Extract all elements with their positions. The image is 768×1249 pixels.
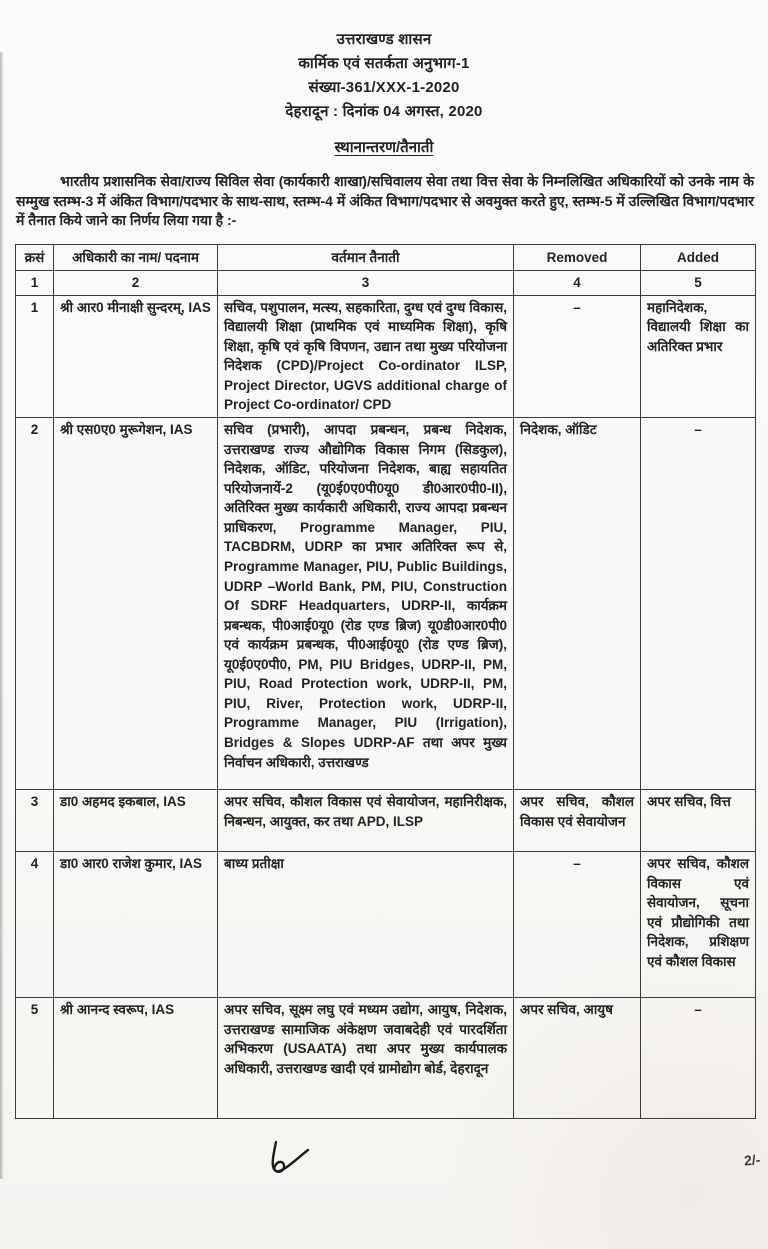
- removed-cell: –: [514, 295, 641, 417]
- header-officer-name: अधिकारी का नाम/ पदनाम: [54, 244, 218, 271]
- reference-number: संख्या-361/XXX-1-2020: [308, 79, 460, 96]
- table-row: [16, 418, 756, 790]
- column-number: 4: [514, 271, 641, 296]
- column-number-row: [16, 271, 756, 296]
- table-row: [16, 295, 756, 417]
- table-row: [16, 852, 756, 998]
- added-cell: –: [641, 418, 756, 790]
- added-cell: –: [641, 998, 756, 1119]
- page-number: 2/-: [743, 1151, 761, 1169]
- intro-paragraph: भारतीय प्रशासनिक सेवा/राज्य सिविल सेवा (कार्यकारी शाखा)/सचिवालय सेवा तथा वित्त सेवा के निम्नलिखित अधिकारियों को उनके नाम के सम्मुख स्तम्भ-3 में अंकित विभाग/पदभार के साथ-साथ, स्तम्भ-4 में अंकित विभाग/पदभार से अवमुक्त करते हुए, स्तम्भ-5 में उल्लिखित विभाग/पदभार में तैनात किये जाने का निर्णय लिया गया है :-: [16, 173, 754, 228]
- government-name: उत्तराखण्ड शासन: [336, 31, 432, 48]
- removed-cell: निदेशक, ऑडिट: [514, 418, 641, 790]
- signature-icon: [262, 1138, 332, 1195]
- officer-name-cell: श्री आर0 मीनाक्षी सुन्दरम्, IAS: [54, 295, 218, 417]
- table-row: [16, 998, 756, 1119]
- officer-name-cell: श्री आनन्द स्वरूप, IAS: [54, 998, 218, 1119]
- officer-name-cell: डा0 अहमद इकबाल, IAS: [54, 790, 218, 852]
- header-removed: Removed: [514, 244, 641, 271]
- column-number: 3: [218, 271, 514, 296]
- column-number: 2: [54, 271, 218, 296]
- subject-heading: स्थानान्तरण/तैनाती: [334, 139, 434, 156]
- added-cell: महानिदेशक, विद्यालयी शिक्षा का अतिरिक्त प्रभार: [641, 295, 756, 417]
- header-current-posting: वर्तमान तैनाती: [218, 244, 514, 271]
- department-name: कार्मिक एवं सतर्कता अनुभाग-1: [298, 55, 470, 72]
- column-number: 5: [641, 271, 756, 296]
- current-posting-cell: सचिव (प्रभारी), आपदा प्रबन्धन, प्रबन्ध निदेशक, उत्तराखण्ड राज्य औद्योगिक विकास निगम (सिडकुल), निदेशक, ऑडिट, परियोजना निदेशक, बाह्य सहायतित परियोजनायें-2 (यू0ई0ए0पी0यू0 डी0आर0पी0-II), अतिरिक्त मुख्य कार्यकारी अधिकारी, राज्य आपदा प्रबन्धन प्राधिकरण, Programme Manager, PIU, TACBDRM, UDRP का प्रभार अतिरिक्त रूप से, Programme Manager, PIU, Public Buildings, UDRP –World Bank, PM, PIU, Construction Of SDRF Headquarters, UDRP-II, कार्यक्रम प्रबन्धक, पी0आई0यू0 (रोड एण्ड ब्रिज) यू0डी0आर0पी0 एवं कार्यक्रम प्रबन्धक, पी0आई0यू0 (रोड एण्ड ब्रिज), यू0ई0ए0पी0, PM, PIU Bridges, UDRP-II, PM, PIU, Road Protection work, UDRP-II, PM, PIU, River, Protection work, UDRP-II, Programme Manager, PIU (Irrigation), Bridges & Slopes UDRP-AF तथा अपर मुख्य निर्वाचन अधिकारी, उत्तराखण्ड: [218, 418, 514, 790]
- serial-cell: 5: [16, 998, 54, 1119]
- current-posting-cell: अपर सचिव, सूक्ष्म लघु एवं मध्यम उद्योग, आयुष, निदेशक, उत्तराखण्ड सामाजिक अंकेक्षण जवाबदेही एवं पारदर्शिता अभिकरण (USAATA) तथा अपर मुख्य कार्यपालक अधिकारी, उत्तराखण्ड खादी एवं ग्रामोद्योग बोर्ड, देहरादून: [218, 998, 514, 1119]
- column-number: 1: [16, 271, 54, 296]
- scan-edge-artifact: [0, 52, 4, 1179]
- serial-cell: 3: [16, 790, 54, 852]
- removed-cell: अपर सचिव, कौशल विकास एवं सेवायोजन: [514, 790, 641, 852]
- officer-name-cell: श्री एस0ए0 मुरूगेशन, IAS: [54, 418, 218, 790]
- added-cell: अपर सचिव, वित्त: [641, 790, 756, 852]
- officer-name-cell: डा0 आर0 राजेश कुमार, IAS: [54, 852, 218, 998]
- current-posting-cell: बाध्य प्रतीक्षा: [218, 852, 514, 998]
- transfer-table: [15, 244, 756, 1120]
- added-cell: अपर सचिव, कौशल विकास एवं सेवायोजन, सूचना एवं प्रौद्योगिकी तथा निदेशक, प्रशिक्षण एवं कौशल विकास: [641, 852, 756, 998]
- header-added: Added: [641, 244, 756, 271]
- serial-cell: 2: [16, 418, 54, 790]
- serial-cell: 1: [16, 295, 54, 417]
- table-row: [16, 790, 756, 852]
- current-posting-cell: अपर सचिव, कौशल विकास एवं सेवायोजन, महानिरीक्षक, निबन्धन, आयुक्त, कर तथा APD, ILSP: [218, 790, 514, 852]
- removed-cell: अपर सचिव, आयुष: [514, 998, 641, 1119]
- table-header-row: [16, 244, 756, 271]
- removed-cell: –: [514, 852, 641, 998]
- header-sno: क्रसं: [16, 244, 54, 271]
- document-header: [0, 0, 768, 124]
- serial-cell: 4: [16, 852, 54, 998]
- current-posting-cell: सचिव, पशुपालन, मत्स्य, सहकारिता, दुग्ध एवं दुग्ध विकास, विद्यालयी शिक्षा (प्राथमिक एवं माध्यमिक शिक्षा), कृषि शिक्षा, कृषि एवं कृषि विपणन, उद्यान तथा मुख्य परियोजना निदेशक (CPD)/Project Co-ordinator ILSP, Project Director, UGVS additional charge of Project Co-ordinator/ CPD: [218, 295, 514, 417]
- place-date-line: देहरादून : दिनांक 04 अगस्त, 2020: [285, 103, 483, 120]
